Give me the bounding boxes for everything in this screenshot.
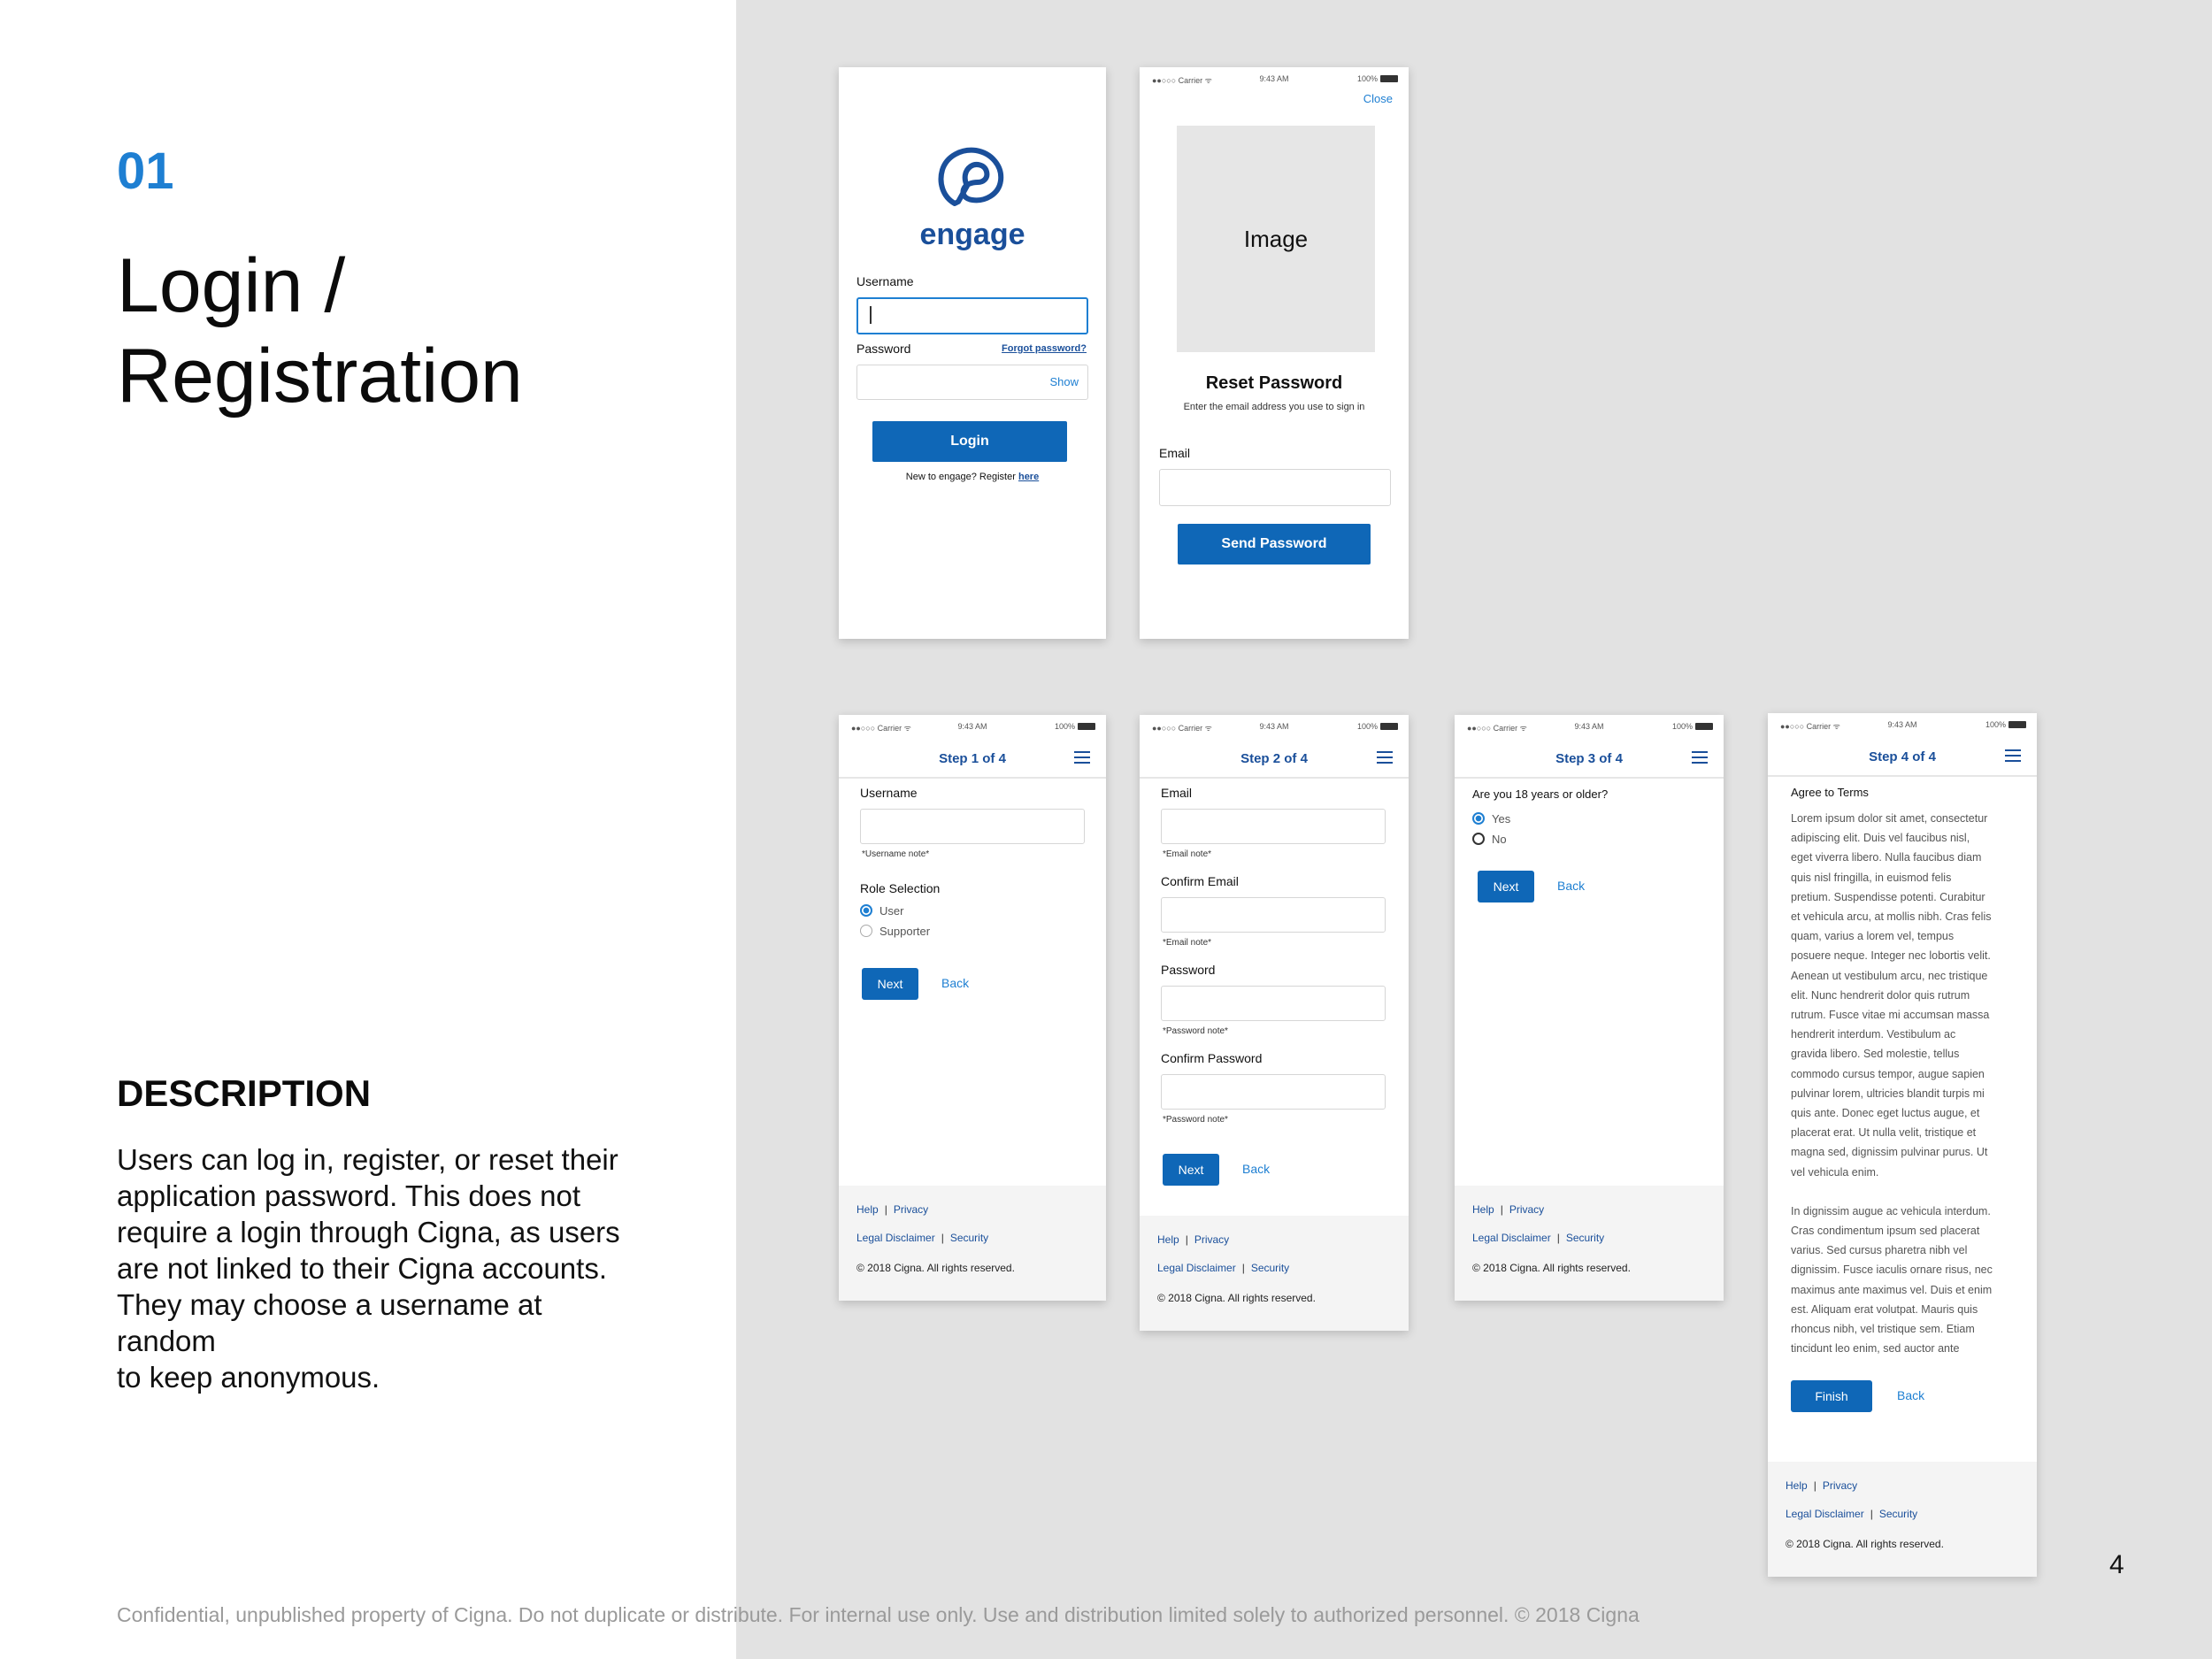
hamburger-menu-icon[interactable] (1074, 751, 1090, 764)
password-note: *Password note* (1163, 1026, 1228, 1036)
app-footer (1768, 1462, 2037, 1577)
close-link[interactable]: Close (1363, 92, 1393, 105)
register-step-3-screen (1455, 715, 1724, 1301)
page-title-line-2: Registration (117, 334, 523, 419)
forgot-password-link[interactable]: Forgot password? (1002, 343, 1087, 354)
battery-icon: 100% (1055, 722, 1095, 731)
hamburger-menu-icon[interactable] (2005, 749, 2021, 762)
page-title (117, 241, 523, 421)
terms-line: rutrum. Fusce vitae mi accumsan massa (1791, 1009, 1990, 1022)
terms-line: et vehicula arcu, at mollis nibh. Cras felis (1791, 910, 1992, 924)
engage-speech-bubble-icon (935, 147, 1006, 214)
terms-line: commodo cursus tempor, augue sapien (1791, 1067, 1985, 1080)
section-number: 01 (117, 142, 174, 200)
status-time: 9:43 AM (1574, 722, 1604, 731)
status-bar (1455, 715, 1724, 738)
description-text (117, 1141, 648, 1395)
email-note: *Email note* (1163, 849, 1212, 859)
terms-text (1791, 809, 2014, 1358)
legal-disclaimer-link[interactable]: Legal Disclaimer (1786, 1508, 1864, 1520)
footer-copyright: © 2018 Cigna. All rights reserved. (1472, 1262, 1631, 1274)
terms-line: Aenean ut vestibulum arcu, nec tristique (1791, 969, 1988, 982)
register-step-4-screen (1768, 713, 2037, 1577)
footer-copyright: © 2018 Cigna. All rights reserved. (856, 1262, 1015, 1274)
send-password-button[interactable]: Send Password (1178, 524, 1371, 565)
status-time: 9:43 AM (957, 722, 987, 731)
register-link[interactable]: here (1018, 472, 1040, 482)
username-input[interactable] (860, 809, 1085, 844)
step-indicator: Step 3 of 4 (1555, 751, 1623, 766)
footer-links-row-1: Help | Privacy (856, 1203, 929, 1216)
username-note: *Username note* (862, 849, 930, 859)
username-label: Username (856, 274, 914, 288)
status-bar (1140, 715, 1409, 738)
nav-bar (1455, 738, 1724, 779)
password-label: Password (856, 342, 911, 356)
footer-links-row-1: Help | Privacy (1786, 1479, 1858, 1492)
description-line: application password. This does not (117, 1179, 581, 1212)
help-link[interactable]: Help (1472, 1203, 1494, 1216)
app-footer (839, 1186, 1106, 1301)
step-indicator: Step 1 of 4 (939, 751, 1006, 766)
back-link[interactable]: Back (941, 976, 970, 990)
terms-line: Cras condimentum ipsum sed placerat (1791, 1225, 1980, 1238)
role-option-supporter[interactable]: Supporter (860, 925, 930, 939)
terms-line: quam, varius a lorem vel, tempus (1791, 930, 1955, 943)
confirm-email-label: Confirm Email (1161, 874, 1239, 888)
terms-line: hendrerit interdum. Vestibulum ac (1791, 1028, 1956, 1041)
terms-line: eget viverra libero. Nulla faucibus diam (1791, 851, 1982, 864)
carrier-text: ●●○○○ Carrier ᯤ (1467, 724, 1527, 733)
description-line: require a login through Cigna, as users (117, 1216, 620, 1248)
hamburger-menu-icon[interactable] (1377, 751, 1393, 764)
reset-password-screen (1140, 67, 1409, 639)
terms-heading: Agree to Terms (1791, 786, 1869, 799)
username-input[interactable] (856, 297, 1088, 334)
carrier-text: ●●○○○ Carrier ᯤ (1152, 76, 1212, 85)
carrier-text: ●●○○○ Carrier ᯤ (1780, 722, 1840, 731)
terms-line: dignissim. Fusce iaculis ornare risus, nec (1791, 1263, 1993, 1277)
footer-links-row-2: Legal Disclaimer | Security (1786, 1508, 1918, 1520)
terms-line: posuere neque. Integer nec lobortis velit. (1791, 949, 1991, 963)
security-link[interactable]: Security (1565, 1232, 1605, 1244)
email-label: Email (1159, 446, 1191, 460)
username-label: Username (860, 786, 918, 800)
register-prompt (839, 472, 1106, 482)
back-link[interactable]: Back (1242, 1162, 1271, 1176)
legal-disclaimer-link[interactable]: Legal Disclaimer (856, 1232, 935, 1244)
footer-copyright: © 2018 Cigna. All rights reserved. (1157, 1292, 1316, 1304)
show-password-link[interactable]: Show (1049, 375, 1079, 388)
confirm-email-note: *Email note* (1163, 938, 1212, 948)
security-link[interactable]: Security (1878, 1508, 1918, 1520)
logo-text: engage (919, 218, 1025, 251)
status-time: 9:43 AM (1887, 720, 1917, 729)
reset-subtitle: Enter the email address you use to sign in (1183, 402, 1365, 412)
login-screen (839, 67, 1106, 639)
next-button[interactable]: Next (862, 968, 918, 1000)
security-link[interactable]: Security (1250, 1262, 1290, 1274)
app-footer (1140, 1216, 1409, 1331)
password-input[interactable] (856, 365, 1088, 400)
reset-title: Reset Password (1205, 373, 1343, 393)
hamburger-menu-icon[interactable] (1692, 751, 1708, 764)
battery-icon: 100% (1357, 74, 1398, 83)
help-link[interactable]: Help (1786, 1479, 1808, 1492)
register-step-2-screen (1140, 715, 1409, 1331)
privacy-link[interactable]: Privacy (1822, 1479, 1858, 1492)
terms-line: placerat erat. Ut nulla velit, tristique et (1791, 1126, 1977, 1140)
email-label: Email (1161, 786, 1193, 800)
page-title-line-1: Login / (117, 243, 346, 328)
carrier-text: ●●○○○ Carrier ᯤ (851, 724, 911, 733)
description-heading: DESCRIPTION (117, 1072, 372, 1114)
terms-line: In dignissim augue ac vehicula interdum. (1791, 1204, 1991, 1217)
description-line: Users can log in, register, or reset their (117, 1143, 618, 1176)
back-link[interactable]: Back (1897, 1388, 1925, 1402)
step-indicator: Step 2 of 4 (1240, 751, 1308, 766)
image-placeholder (1177, 126, 1375, 352)
footer-links-row-2: Legal Disclaimer | Security (1157, 1262, 1290, 1274)
help-link[interactable]: Help (1157, 1233, 1179, 1246)
legal-disclaimer-link[interactable]: Legal Disclaimer (1472, 1232, 1551, 1244)
terms-line: tincidunt leo enim, sed auctor ante (1791, 1342, 1960, 1356)
privacy-link[interactable]: Privacy (1509, 1203, 1545, 1216)
status-bar (1768, 713, 2037, 736)
confirm-password-label: Confirm Password (1161, 1051, 1263, 1065)
login-button[interactable]: Login (872, 421, 1067, 462)
confirm-email-input[interactable] (1161, 897, 1386, 933)
confirm-password-input[interactable] (1161, 1074, 1386, 1110)
description-line: They may choose a username at random (117, 1288, 542, 1357)
privacy-link[interactable]: Privacy (893, 1203, 929, 1216)
register-step-1-screen (839, 715, 1106, 1301)
description-line: to keep anonymous. (117, 1361, 380, 1394)
email-input[interactable] (1161, 809, 1386, 844)
terms-line: est. Aliquam erat volutpat. Mauris quis (1791, 1302, 1978, 1316)
terms-line: rhoncus nibh, vel tristique sem. Etiam (1791, 1323, 1975, 1336)
terms-line: pretium. Suspendisse potenti. Curabitur (1791, 890, 1985, 903)
password-label: Password (1161, 963, 1216, 977)
terms-line: quis nisl fringilla, in euismod felis (1791, 871, 1952, 884)
battery-icon: 100% (1985, 720, 2026, 729)
nav-bar (839, 738, 1106, 779)
finish-button[interactable]: Finish (1791, 1380, 1872, 1412)
page-number: 4 (2109, 1550, 2124, 1579)
role-option-user[interactable]: User (860, 904, 903, 918)
terms-line: quis ante. Donec eget luctus augue, et (1791, 1107, 1980, 1120)
age-question: Are you 18 years or older? (1472, 787, 1609, 801)
status-time: 9:43 AM (1259, 74, 1289, 83)
footer-links-row-1: Help | Privacy (1472, 1203, 1545, 1216)
terms-line: elit. Nunc hendrerit dolor quis rutrum (1791, 988, 1970, 1002)
footer-links-row-1: Help | Privacy (1157, 1233, 1230, 1246)
next-button[interactable]: Next (1163, 1154, 1219, 1186)
next-button[interactable]: Next (1478, 871, 1534, 902)
terms-line: pulvinar lorem, ultricies blandit turpis mi (1791, 1087, 1985, 1100)
terms-line: maximus ante maximus vel. Duis et enim (1791, 1283, 1993, 1296)
security-link[interactable]: Security (949, 1232, 989, 1244)
confidential-footer: Confidential, unpublished property of Cigna. Do not duplicate or distribute. For internal use only. Use and distribution limited solely to authorized personnel. © 2018 Cigna (117, 1603, 1640, 1626)
terms-line: adipiscing elit. Duis vel faucibus nisl, (1791, 832, 1970, 845)
description-line: are not linked to their Cigna accounts. (117, 1252, 607, 1285)
nav-bar (1140, 738, 1409, 779)
help-link[interactable]: Help (856, 1203, 879, 1216)
app-footer (1455, 1186, 1724, 1301)
nav-bar (1768, 736, 2037, 777)
terms-line: gravida libero. Sed molestie, tellus (1791, 1048, 1960, 1061)
image-placeholder-label: Image (1243, 225, 1309, 252)
footer-links-row-2: Legal Disclaimer | Security (1472, 1232, 1605, 1244)
terms-line: magna sed, dignissim pulvinar purus. Ut (1791, 1146, 1988, 1159)
status-time: 9:43 AM (1259, 722, 1289, 731)
terms-line: Lorem ipsum dolor sit amet, consectetur (1791, 812, 1988, 825)
step-indicator: Step 4 of 4 (1869, 749, 1936, 764)
register-text: New to engage? Register (905, 472, 1016, 482)
email-input[interactable] (1159, 469, 1391, 506)
back-link[interactable]: Back (1557, 879, 1586, 893)
role-selection-label: Role Selection (860, 881, 941, 895)
legal-disclaimer-link[interactable]: Legal Disclaimer (1157, 1262, 1236, 1274)
terms-line: vel vehicula enim. (1791, 1165, 1879, 1179)
privacy-link[interactable]: Privacy (1194, 1233, 1230, 1246)
confirm-password-note: *Password note* (1163, 1115, 1228, 1125)
footer-links-row-2: Legal Disclaimer | Security (856, 1232, 989, 1244)
terms-line: varius. Sed cursus pharetra nibh vel (1791, 1244, 1968, 1257)
age-option-no[interactable]: No (1472, 833, 1507, 847)
carrier-text: ●●○○○ Carrier ᯤ (1152, 724, 1212, 733)
battery-icon: 100% (1357, 722, 1398, 731)
status-bar (1140, 67, 1409, 90)
footer-copyright: © 2018 Cigna. All rights reserved. (1786, 1538, 1944, 1550)
status-bar (839, 715, 1106, 738)
password-input[interactable] (1161, 986, 1386, 1021)
age-option-yes[interactable]: Yes (1472, 812, 1510, 826)
battery-icon: 100% (1672, 722, 1713, 731)
